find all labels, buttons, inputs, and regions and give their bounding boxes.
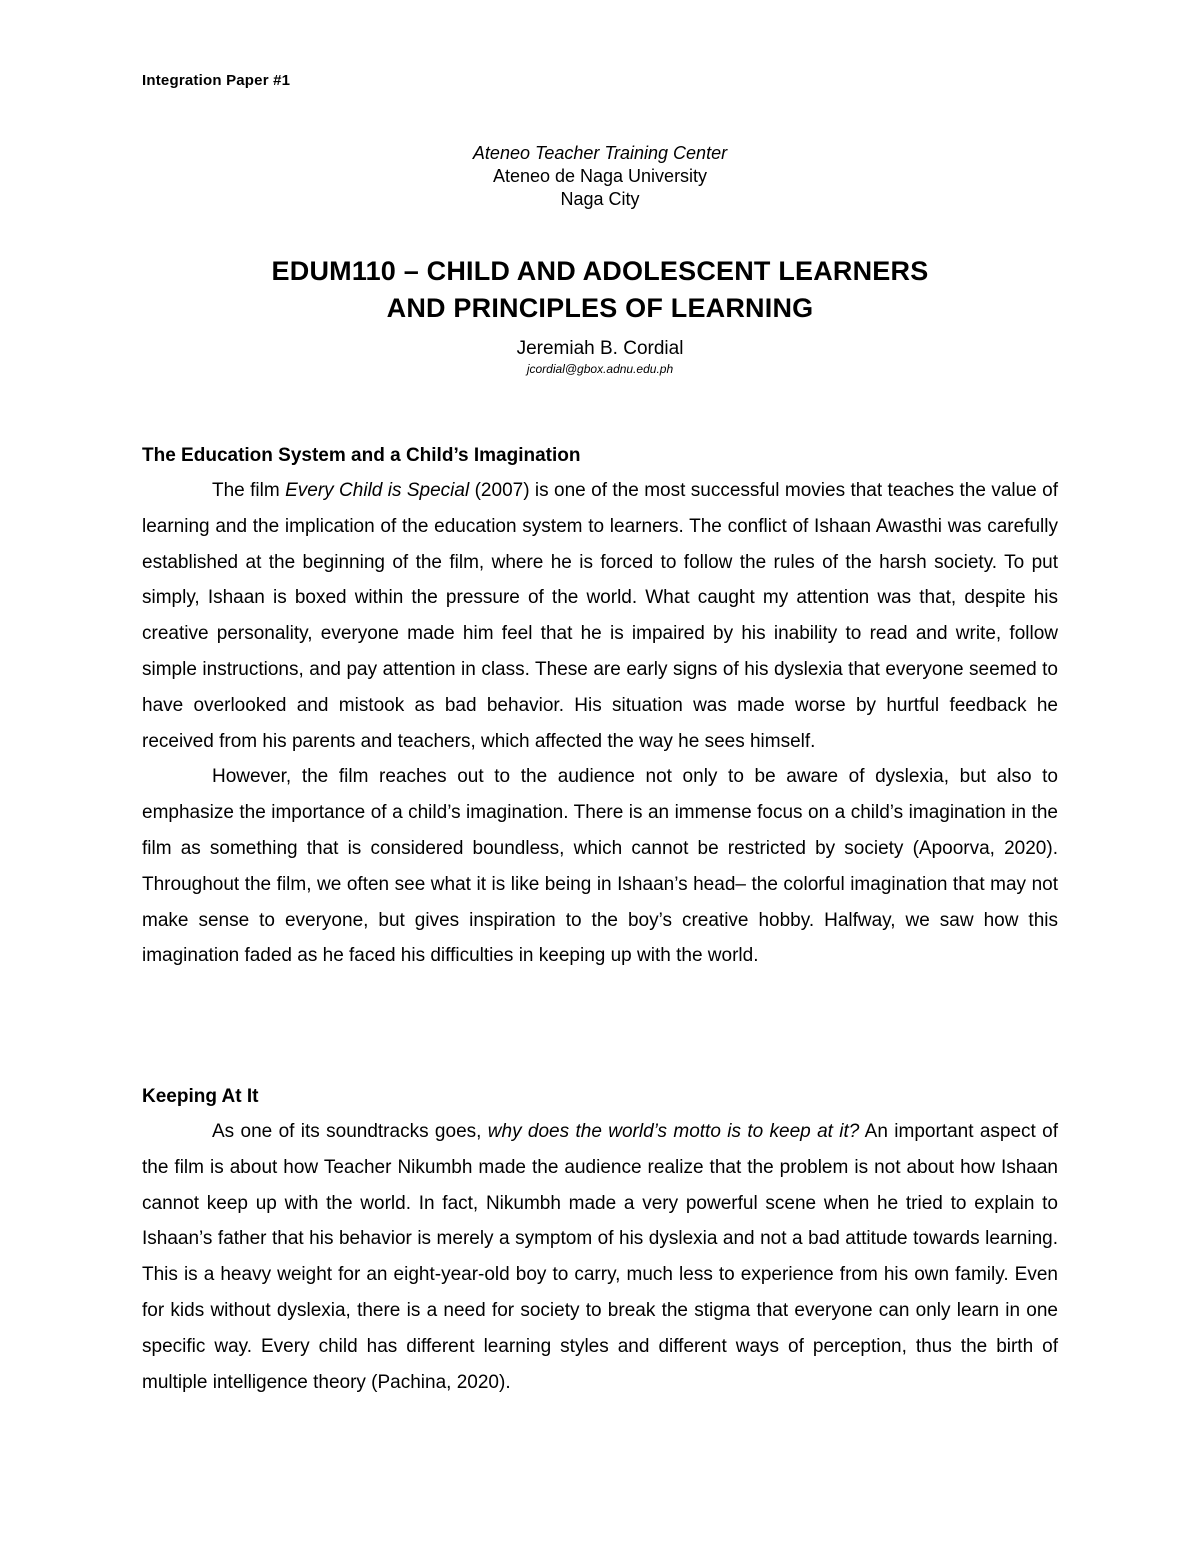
university-name: Ateneo de Naga University: [492, 166, 708, 186]
paragraph-text: As one of its soundtracks goes,: [212, 1121, 488, 1142]
author-name: Jeremiah B. Cordial: [516, 338, 684, 359]
city-name: Naga City: [560, 189, 640, 209]
author-block: [0, 337, 1200, 377]
body-paragraph: [142, 473, 1058, 759]
section-heading: The Education System and a Child’s Imagination: [142, 445, 581, 466]
paragraph-text: An important aspect of the film is about how Teacher Nikumbh made the audience realize that the problem is not about how Ishaan cannot keep up with the world. In fact, Nikumbh made a very powerful scene when he tried to explain to Ishaan’s father that his behavior is merely a symptom of his dyslexia and not a bad attitude towards learning. This is a heavy weight for an eight-year-old boy to carry, much less to experience from his own family. Even for kids without dyslexia, there is a need for society to break the stigma that everyone can only learn in one specific way. Every child has different learning styles and different ways of perception, thus the birth of multiple intelligence theory (Pachina, 2020).: [142, 1121, 1059, 1393]
body-paragraph: However, the film reaches out to the audience not only to be aware of dyslexia, but also to emphasize the importance of a child’s imagination. There is an immense focus on a child’s imagination in the film as something that is considered boundless, which cannot be restricted by society (Apoorva, 2020). Throughout the film, we often see what it is like being in Ishaan’s head– the colorful imagination that may not make sense to everyone, but gives inspiration to the boy’s creative hobby. Halfway, we saw how this imagination faded as he faced his difficulties in keeping up with the world.: [142, 766, 1058, 967]
institution-block: [0, 142, 1200, 211]
paper-label: Integration Paper #1: [142, 72, 291, 89]
section-education-system: [142, 443, 1058, 974]
paragraph-text: (2007) is one of the most successful movies that teaches the value of learning and the implication of the education system to learners. The conflict of Ishaan Awasthi was carefully established at the beginning of the film, where he is forced to follow the rules of the harsh society. To put simply, Ishaan is boxed within the pressure of the world. What caught my attention was that, despite his creative personality, everyone made him feel that he is impaired by his inability to read and write, follow simple instructions, and pay attention in class. These are early signs of his dyslexia that everyone seemed to have overlooked and mistook as bad behavior. His situation was made worse by hurtful feedback he received from his parents and teachers, which affected the way he sees himself.: [142, 480, 1058, 752]
section-keeping-at-it: [142, 1084, 1058, 1400]
course-title-line-1: EDUM110 – CHILD AND ADOLESCENT LEARNERS: [271, 256, 929, 286]
paragraph-text: The film: [212, 480, 286, 501]
training-center-name: Ateneo Teacher Training Center: [472, 143, 728, 163]
course-title-line-2: AND PRINCIPLES OF LEARNING: [386, 293, 814, 323]
author-email: jcordial@gbox.adnu.edu.ph: [526, 362, 674, 376]
course-title: [0, 253, 1200, 327]
film-title: Every Child is Special: [285, 480, 470, 501]
section-heading: Keeping At It: [142, 1086, 259, 1107]
body-paragraph: [142, 1114, 1058, 1400]
soundtrack-quote: why does the world’s motto is to keep at it?: [487, 1121, 860, 1142]
